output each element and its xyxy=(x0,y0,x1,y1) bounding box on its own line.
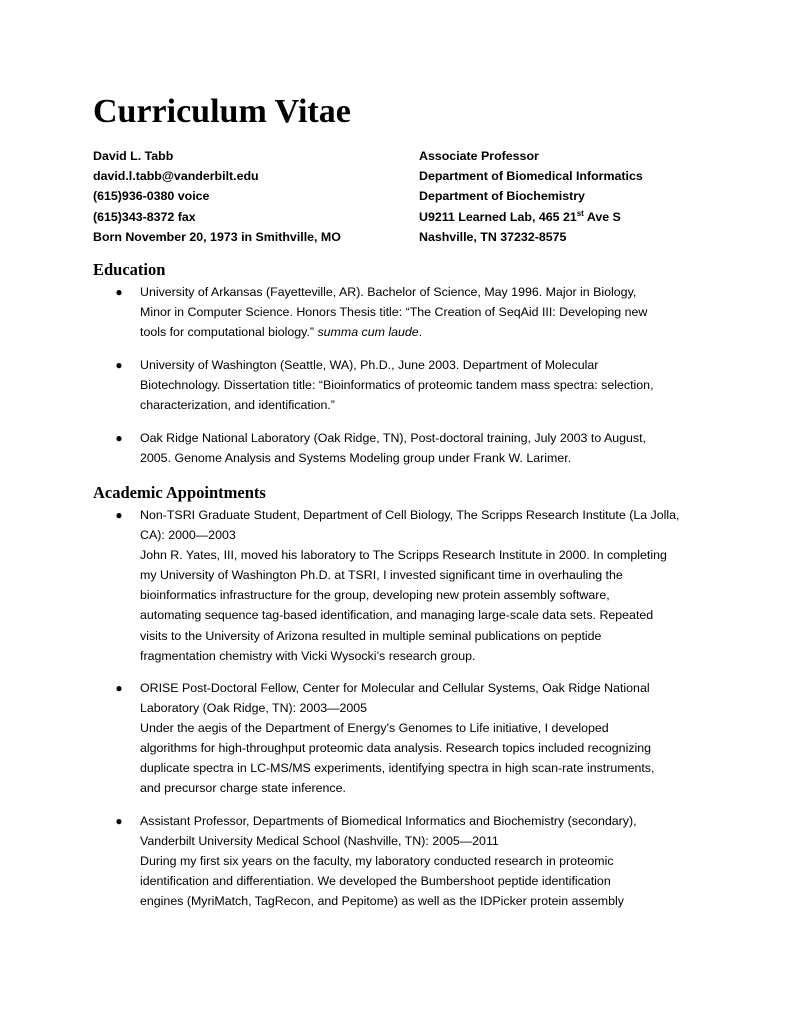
entry-line: bioinformatics infrastructure for the group, developing new protein assembly software, xyxy=(140,588,610,603)
contact-info-institution xyxy=(419,146,643,247)
entry-line: Minor in Computer Science. Honors Thesis title: “The Creation of SeqAid III: Developing new xyxy=(140,305,648,320)
education-heading: Education xyxy=(93,260,166,279)
bullet-icon: ● xyxy=(115,508,123,522)
department-secondary: Department of Biochemistry xyxy=(419,189,585,204)
contact-info-personal xyxy=(93,146,341,247)
entry-line xyxy=(140,322,713,342)
entry-line: ORISE Post-Doctoral Fellow, Center for Molecular and Cellular Systems, Oak Ridge National xyxy=(140,681,650,695)
education-entry-ornl xyxy=(93,428,713,468)
bullet-icon: ● xyxy=(115,431,123,445)
honors-distinction: summa cum laude xyxy=(317,325,419,340)
appointment-entry-orise xyxy=(93,678,713,799)
entry-line: Assistant Professor, Departments of Biomedical Informatics and Biochemistry (secondary), xyxy=(140,814,637,828)
email: david.l.tabb@vanderbilt.edu xyxy=(93,169,259,184)
entry-line: John R. Yates, III, moved his laboratory to The Scripps Research Institute in 2000. In completing xyxy=(140,548,667,563)
entry-line: Non-TSRI Graduate Student, Department of Cell Biology, The Scripps Research Institute (La Jolla, xyxy=(140,508,680,522)
entry-line: and precursor charge state inference. xyxy=(140,781,346,796)
phone-fax: (615)343-8372 fax xyxy=(93,209,196,224)
appointments-heading: Academic Appointments xyxy=(93,483,266,502)
bullet-icon: ● xyxy=(115,814,123,828)
office-address xyxy=(419,207,643,227)
appointment-entry-tsri xyxy=(93,505,713,666)
entry-line: visits to the University of Arizona resulted in multiple seminal publications on peptide xyxy=(140,628,602,643)
entry-line: University of Arkansas (Fayetteville, AR). Bachelor of Science, May 1996. Major in Biology, xyxy=(140,285,637,299)
entry-line: duplicate spectra in LC-MS/MS experiments, identifying spectra in high scan-rate instruments, xyxy=(140,761,655,776)
entry-line: my University of Washington Ph.D. at TSRI, I invested significant time in overhauling the xyxy=(140,568,623,583)
entry-line: Oak Ridge National Laboratory (Oak Ridge, TN), Post-doctoral training, July 2003 to August, xyxy=(140,431,646,445)
entry-line: CA): 2000—2003 xyxy=(140,528,236,543)
office-address-street: Ave S xyxy=(583,209,621,224)
department-primary: Department of Biomedical Informatics xyxy=(419,169,643,184)
education-entry-washington xyxy=(93,355,713,415)
bullet-icon: ● xyxy=(115,285,123,299)
position-title: Associate Professor xyxy=(419,149,539,163)
entry-line: engines (MyriMatch, TagRecon, and Pepitome) as well as the IDPicker protein assembly xyxy=(140,894,624,909)
entry-line: characterization, and identification.” xyxy=(140,398,335,413)
education-entry-arkansas xyxy=(93,282,713,342)
entry-text: . xyxy=(418,325,423,340)
entry-line: Biotechnology. Dissertation title: “Bioinformatics of proteomic tandem mass spectra: selection, xyxy=(140,378,654,393)
ordinal-suffix: st xyxy=(576,208,584,218)
name: David L. Tabb xyxy=(93,149,174,163)
office-address-main: U9211 Learned Lab, 465 21 xyxy=(419,209,577,224)
birth-info: Born November 20, 1973 in Smithville, MO xyxy=(93,229,341,244)
entry-line: 2005. Genome Analysis and Systems Modeling group under Frank W. Larimer. xyxy=(140,451,572,466)
entry-line: Laboratory (Oak Ridge, TN): 2003—2005 xyxy=(140,701,368,716)
entry-line: During my first six years on the faculty, my laboratory conducted research in proteomic xyxy=(140,854,614,869)
entry-line: fragmentation chemistry with Vicki Wysocki’s research group. xyxy=(140,648,476,663)
bullet-icon: ● xyxy=(115,681,123,695)
document-title: Curriculum Vitae xyxy=(93,93,351,130)
entry-line: Under the aegis of the Department of Energy's Genomes to Life initiative, I developed xyxy=(140,721,609,736)
phone-voice: (615)936-0380 voice xyxy=(93,189,210,204)
entry-line: automating sequence tag-based identification, and managing large-scale data sets. Repeated xyxy=(140,608,654,623)
entry-line: Vanderbilt University Medical School (Nashville, TN): 2005—2011 xyxy=(140,834,499,849)
entry-line: identification and differentiation. We developed the Bumbershoot peptide identification xyxy=(140,874,611,889)
entry-text: tools for computational biology.” xyxy=(140,325,318,340)
bullet-icon: ● xyxy=(115,358,123,372)
entry-line: University of Washington (Seattle, WA), Ph.D., June 2003. Department of Molecular xyxy=(140,358,599,372)
appointment-entry-vanderbilt xyxy=(93,811,713,911)
city-state-zip: Nashville, TN 37232-8575 xyxy=(419,229,567,244)
entry-line: algorithms for high-throughput proteomic data analysis. Research topics included recognizing xyxy=(140,741,652,756)
